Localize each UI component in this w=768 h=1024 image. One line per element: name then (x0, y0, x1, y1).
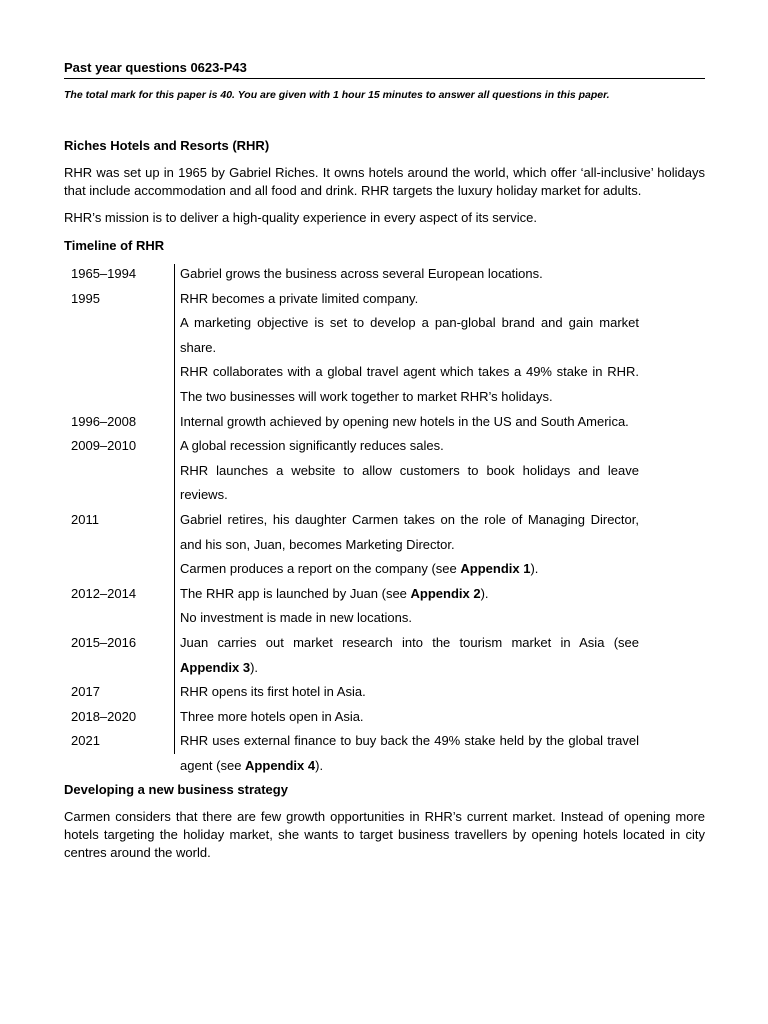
intro-paragraph: RHR was set up in 1965 by Gabriel Riches. It owns hotels around the world, which offer ‘all-inclusive’ holidays that include accommodation and all food and drink. RHR targets the luxury holiday market for adults. (64, 165, 705, 198)
event-text: A marketing objective is set to develop a pan-global brand and gain market share. (180, 315, 639, 355)
event-text: No investment is made in new locations. (180, 610, 412, 626)
timeline-event (180, 631, 639, 680)
timeline-events (180, 287, 639, 410)
event-text: ). (530, 561, 539, 577)
event-text: RHR opens its first hotel in Asia. (180, 684, 366, 700)
timeline-row (64, 680, 705, 705)
timeline-row (64, 705, 705, 730)
timeline-event (180, 508, 639, 557)
timeline-table (64, 262, 705, 778)
timeline-event (180, 680, 639, 705)
timeline-event (180, 459, 639, 508)
timeline-row (64, 508, 705, 582)
event-text: Carmen produces a report on the company (see (180, 561, 461, 577)
timeline-row (64, 410, 705, 435)
timeline-events (180, 508, 639, 582)
paper-title: Past year questions 0623-P43 (64, 60, 247, 75)
mission-paragraph: RHR’s mission is to deliver a high-quality experience in every aspect of its service. (64, 210, 538, 225)
timeline-row (64, 631, 705, 680)
event-text: Three more hotels open in Asia. (180, 708, 364, 724)
timeline-event (180, 410, 639, 435)
timeline-heading: Timeline of RHR (64, 238, 165, 253)
timeline-year: 2015–2016 (71, 634, 137, 650)
strategy-paragraph: Carmen considers that there are few growth opportunities in RHR’s current market. Instead of opening more hotels targeting the holiday market, she wants to target business travellers by opening hotels located in city centres around the world. (64, 809, 705, 860)
timeline-events (180, 410, 639, 435)
event-text: A global recession significantly reduces sales. (180, 438, 444, 454)
timeline-row (64, 262, 705, 287)
timeline-year: 2021 (71, 733, 100, 749)
timeline-event (180, 582, 639, 607)
timeline-year: 2017 (71, 684, 100, 700)
company-heading: Riches Hotels and Resorts (RHR) (64, 138, 270, 153)
timeline-events (180, 262, 639, 287)
event-text: ). (250, 659, 259, 675)
strategy-heading: Developing a new business strategy (64, 782, 288, 797)
timeline-event (180, 262, 639, 287)
timeline-event (180, 287, 639, 312)
event-text: RHR becomes a private limited company. (180, 290, 419, 306)
timeline-year: 1965–1994 (71, 266, 137, 281)
timeline-event (180, 729, 639, 778)
timeline-events (180, 705, 639, 730)
timeline-events (180, 582, 639, 631)
timeline-year: 2012–2014 (71, 585, 137, 601)
event-text: Gabriel grows the business across several European locations. (180, 266, 543, 281)
timeline-event (180, 705, 639, 730)
timeline-row (64, 729, 705, 778)
event-text: ). (315, 757, 324, 773)
timeline-events (180, 434, 639, 508)
timeline-year: 1995 (71, 290, 100, 306)
event-text: Juan carries out market research into the tourism market in Asia (see (180, 634, 639, 650)
paper-instructions: The total mark for this paper is 40. You are given with 1 hour 15 minutes to answer all questions in this paper. (64, 89, 610, 101)
header-divider (64, 78, 705, 79)
timeline-event (180, 360, 639, 409)
timeline-year: 2011 (71, 511, 99, 527)
timeline-event (180, 606, 639, 631)
event-text: RHR uses external finance to buy back the 49% stake held by the global travel agent (see (180, 733, 639, 773)
event-text: The RHR app is launched by Juan (see (180, 585, 411, 601)
timeline-row (64, 582, 705, 631)
event-text: RHR launches a website to allow customers to book holidays and leave reviews. (180, 462, 639, 503)
timeline-event (180, 311, 639, 360)
timeline-events (180, 631, 639, 680)
event-text: RHR collaborates with a global travel agent which takes a 49% stake in RHR. The two businesses will work together to market RHR’s holidays. (180, 364, 639, 404)
timeline-row (64, 434, 705, 508)
event-text: Gabriel retires, his daughter Carmen takes on the role of Managing Director, and his son, Juan, becomes Marketing Director. (180, 511, 639, 552)
appendix-reference: Appendix 1 (460, 561, 531, 577)
timeline-event (180, 434, 639, 459)
appendix-reference: Appendix 4 (245, 757, 316, 773)
event-text: ). (480, 585, 489, 601)
timeline-divider (174, 264, 175, 754)
appendix-reference: Appendix 3 (180, 659, 251, 675)
timeline-event (180, 557, 639, 582)
timeline-year: 2009–2010 (71, 438, 137, 454)
timeline-year: 1996–2008 (71, 413, 137, 429)
timeline-row (64, 287, 705, 410)
timeline-events (180, 680, 639, 705)
event-text: Internal growth achieved by opening new hotels in the US and South America. (180, 413, 629, 429)
timeline-year: 2018–2020 (71, 708, 137, 724)
timeline-events (180, 729, 639, 778)
appendix-reference: Appendix 2 (410, 585, 481, 601)
